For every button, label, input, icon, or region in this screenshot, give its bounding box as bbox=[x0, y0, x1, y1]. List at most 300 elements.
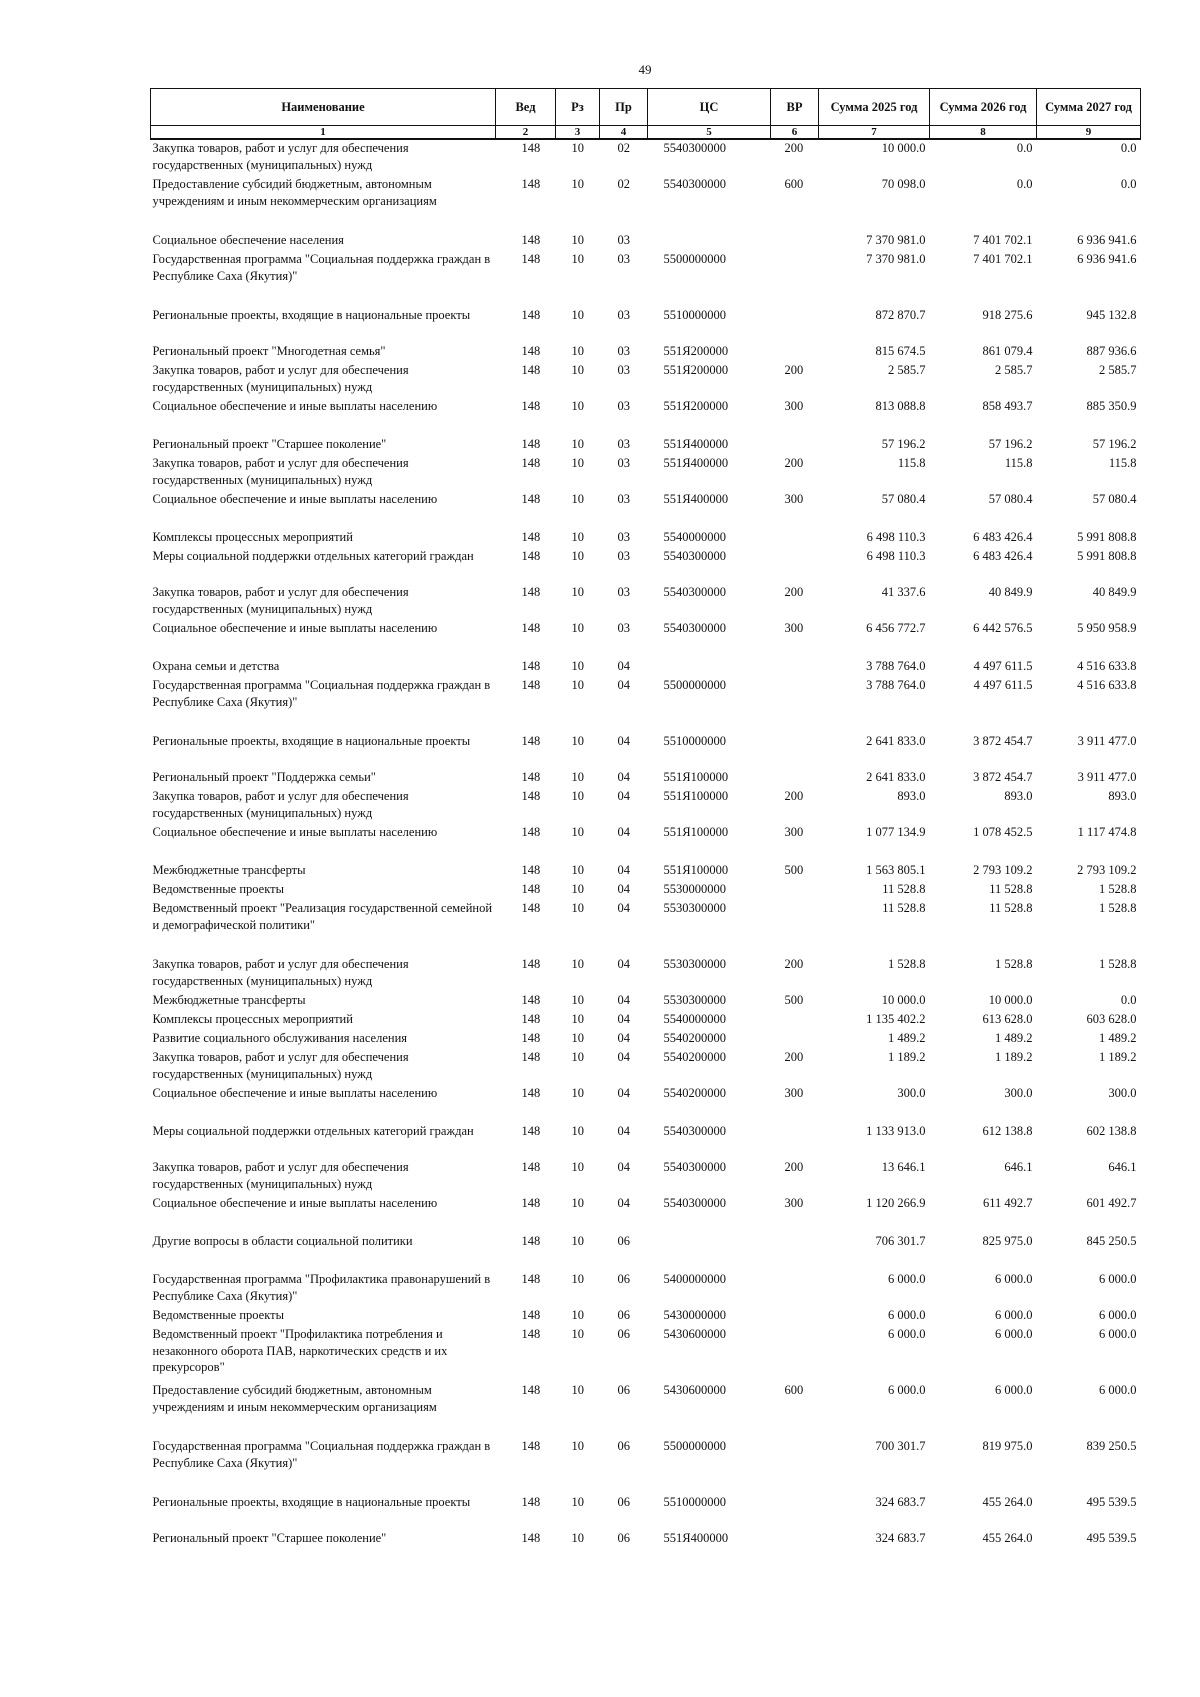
row-vr bbox=[771, 1438, 819, 1494]
row-pr: 02 bbox=[617, 141, 630, 155]
table-row bbox=[151, 398, 1141, 436]
row-sum-2025: 700 301.7 bbox=[875, 1439, 926, 1453]
row-cs: 551Я100000 bbox=[663, 770, 729, 784]
row-rz: 10 bbox=[571, 1531, 584, 1545]
row-sum-2027: 4 516 633.8 bbox=[1077, 659, 1137, 673]
row-pr: 06 bbox=[617, 1308, 630, 1322]
table-row bbox=[151, 824, 1141, 862]
row-pr: 06 bbox=[617, 1327, 630, 1341]
row-cs: 5430000000 bbox=[663, 1308, 726, 1322]
row-pr: 04 bbox=[617, 1086, 630, 1100]
row-vr bbox=[771, 1123, 819, 1159]
row-ved: 148 bbox=[521, 1495, 541, 1509]
column-number: 1 bbox=[151, 126, 496, 140]
row-name: Предоставление субсидий бюджетным, автономным учреждениям и иным некоммерческим организациям bbox=[152, 1383, 437, 1414]
row-pr: 06 bbox=[617, 1234, 630, 1248]
row-rz: 10 bbox=[571, 1234, 584, 1248]
row-sum-2026: 6 000.0 bbox=[995, 1383, 1033, 1397]
row-pr: 06 bbox=[617, 1272, 630, 1286]
row-vr: 200 bbox=[784, 1050, 804, 1064]
row-sum-2027: 602 138.8 bbox=[1086, 1124, 1137, 1138]
row-sum-2027: 945 132.8 bbox=[1086, 308, 1137, 322]
row-rz: 10 bbox=[571, 585, 584, 599]
row-sum-2025: 300.0 bbox=[897, 1086, 926, 1100]
row-pr: 04 bbox=[617, 1124, 630, 1138]
row-ved: 148 bbox=[521, 734, 541, 748]
row-cs: 5510000000 bbox=[663, 1495, 726, 1509]
row-name: Закупка товаров, работ и услуг для обеспечения государственных (муниципальных) нужд bbox=[152, 141, 409, 172]
row-name: Региональные проекты, входящие в национальные проекты bbox=[152, 308, 471, 322]
row-sum-2026: 7 401 702.1 bbox=[973, 252, 1033, 266]
row-pr: 03 bbox=[617, 437, 630, 451]
row-sum-2025: 324 683.7 bbox=[875, 1495, 926, 1509]
row-ved: 148 bbox=[521, 678, 541, 692]
column-number: 3 bbox=[556, 126, 600, 140]
row-pr: 03 bbox=[617, 399, 630, 413]
row-ved: 148 bbox=[521, 901, 541, 915]
row-sum-2026: 2 793 109.2 bbox=[973, 863, 1033, 877]
row-sum-2027: 603 628.0 bbox=[1086, 1012, 1137, 1026]
row-sum-2027: 3 911 477.0 bbox=[1077, 770, 1137, 784]
row-pr: 04 bbox=[617, 734, 630, 748]
row-cs: 5500000000 bbox=[663, 1439, 726, 1453]
row-name: Межбюджетные трансферты bbox=[152, 993, 306, 1007]
row-rz: 10 bbox=[571, 363, 584, 377]
row-sum-2025: 6 456 772.7 bbox=[866, 621, 926, 635]
row-pr: 04 bbox=[617, 957, 630, 971]
row-ved: 148 bbox=[521, 177, 541, 191]
table-row bbox=[151, 620, 1141, 658]
row-sum-2025: 893.0 bbox=[897, 789, 926, 803]
table-row bbox=[151, 733, 1141, 769]
row-vr: 500 bbox=[784, 993, 804, 1007]
row-sum-2026: 6 000.0 bbox=[995, 1272, 1033, 1286]
row-ved: 148 bbox=[521, 399, 541, 413]
row-vr bbox=[771, 733, 819, 769]
column-number: 7 bbox=[819, 126, 930, 140]
row-vr: 600 bbox=[784, 1383, 804, 1397]
row-ved: 148 bbox=[521, 233, 541, 247]
row-sum-2026: 4 497 611.5 bbox=[973, 659, 1033, 673]
row-sum-2027: 115.8 bbox=[1108, 456, 1137, 470]
row-pr: 03 bbox=[617, 363, 630, 377]
row-name: Социальное обеспечение и иные выплаты населению bbox=[152, 825, 438, 839]
row-name: Социальное обеспечение и иные выплаты населению bbox=[152, 1196, 438, 1210]
row-cs: 5540300000 bbox=[663, 1160, 726, 1174]
table-row bbox=[151, 769, 1141, 788]
header-row bbox=[151, 89, 1141, 126]
table-row bbox=[151, 584, 1141, 620]
row-cs: 5500000000 bbox=[663, 678, 726, 692]
row-sum-2027: 885 350.9 bbox=[1086, 399, 1137, 413]
row-sum-2025: 57 080.4 bbox=[881, 492, 926, 506]
row-rz: 10 bbox=[571, 1031, 584, 1045]
row-name: Закупка товаров, работ и услуг для обеспечения государственных (муниципальных) нужд bbox=[152, 363, 409, 394]
row-sum-2027: 2 585.7 bbox=[1099, 363, 1137, 377]
row-sum-2025: 11 528.8 bbox=[882, 882, 926, 896]
row-rz: 10 bbox=[571, 1086, 584, 1100]
row-rz: 10 bbox=[571, 901, 584, 915]
row-ved: 148 bbox=[521, 1439, 541, 1453]
row-name: Региональный проект "Поддержка семьи" bbox=[152, 770, 376, 784]
row-sum-2027: 495 539.5 bbox=[1086, 1495, 1137, 1509]
row-name: Закупка товаров, работ и услуг для обеспечения государственных (муниципальных) нужд bbox=[152, 1050, 409, 1081]
row-sum-2027: 1 489.2 bbox=[1099, 1031, 1137, 1045]
row-sum-2026: 11 528.8 bbox=[989, 882, 1033, 896]
row-cs: 551Я100000 bbox=[663, 825, 729, 839]
row-name: Меры социальной поддержки отдельных категорий граждан bbox=[152, 549, 474, 563]
row-vr: 300 bbox=[784, 399, 804, 413]
row-vr: 200 bbox=[784, 363, 804, 377]
row-name: Региональный проект "Старшее поколение" bbox=[152, 1531, 387, 1545]
row-vr bbox=[771, 1011, 819, 1030]
row-name: Ведомственные проекты bbox=[152, 1308, 285, 1322]
row-ved: 148 bbox=[521, 1531, 541, 1545]
row-rz: 10 bbox=[571, 252, 584, 266]
row-sum-2026: 918 275.6 bbox=[982, 308, 1033, 322]
row-vr: 600 bbox=[784, 177, 804, 191]
row-cs: 5530300000 bbox=[663, 901, 726, 915]
header-sum-2027: Сумма 2027 год bbox=[1037, 89, 1141, 126]
row-sum-2026: 6 000.0 bbox=[995, 1308, 1033, 1322]
row-name: Региональный проект "Многодетная семья" bbox=[152, 344, 386, 358]
row-sum-2025: 3 788 764.0 bbox=[866, 659, 926, 673]
row-cs: 5530000000 bbox=[663, 882, 726, 896]
table-row bbox=[151, 992, 1141, 1011]
row-vr bbox=[771, 548, 819, 584]
row-sum-2027: 3 911 477.0 bbox=[1077, 734, 1137, 748]
row-cs: 551Я100000 bbox=[663, 789, 729, 803]
row-ved: 148 bbox=[521, 252, 541, 266]
row-pr: 06 bbox=[617, 1439, 630, 1453]
row-sum-2025: 1 189.2 bbox=[888, 1050, 926, 1064]
header-pr: Пр bbox=[600, 89, 648, 126]
row-vr: 300 bbox=[784, 1086, 804, 1100]
row-sum-2026: 819 975.0 bbox=[982, 1439, 1033, 1453]
row-sum-2025: 41 337.6 bbox=[881, 585, 926, 599]
row-sum-2026: 612 138.8 bbox=[982, 1124, 1033, 1138]
row-ved: 148 bbox=[521, 141, 541, 155]
row-ved: 148 bbox=[521, 1196, 541, 1210]
row-rz: 10 bbox=[571, 437, 584, 451]
row-cs: 5540300000 bbox=[663, 585, 726, 599]
row-name: Охрана семьи и детства bbox=[152, 659, 280, 673]
row-ved: 148 bbox=[521, 492, 541, 506]
row-pr: 04 bbox=[617, 678, 630, 692]
table-row bbox=[151, 788, 1141, 824]
row-sum-2027: 0.0 bbox=[1120, 141, 1137, 155]
row-pr: 03 bbox=[617, 621, 630, 635]
row-rz: 10 bbox=[571, 530, 584, 544]
row-ved: 148 bbox=[521, 456, 541, 470]
row-sum-2025: 872 870.7 bbox=[875, 308, 926, 322]
table-row bbox=[151, 1382, 1141, 1438]
row-sum-2027: 0.0 bbox=[1120, 177, 1137, 191]
row-ved: 148 bbox=[521, 1031, 541, 1045]
row-vr: 200 bbox=[784, 456, 804, 470]
row-rz: 10 bbox=[571, 621, 584, 635]
header-ved: Вед bbox=[496, 89, 556, 126]
header-vr: ВР bbox=[771, 89, 819, 126]
row-sum-2026: 1 189.2 bbox=[995, 1050, 1033, 1064]
row-rz: 10 bbox=[571, 549, 584, 563]
column-number: 6 bbox=[771, 126, 819, 140]
row-cs: 551Я400000 bbox=[663, 437, 729, 451]
row-sum-2027: 6 000.0 bbox=[1099, 1272, 1137, 1286]
row-ved: 148 bbox=[521, 585, 541, 599]
row-sum-2025: 7 370 981.0 bbox=[866, 252, 926, 266]
row-ved: 148 bbox=[521, 1272, 541, 1286]
row-vr: 300 bbox=[784, 825, 804, 839]
row-rz: 10 bbox=[571, 492, 584, 506]
row-sum-2027: 6 936 941.6 bbox=[1077, 252, 1137, 266]
row-sum-2025: 1 077 134.9 bbox=[866, 825, 926, 839]
row-cs: 551Я100000 bbox=[663, 863, 729, 877]
row-sum-2026: 7 401 702.1 bbox=[973, 233, 1033, 247]
row-vr: 300 bbox=[784, 1196, 804, 1210]
row-ved: 148 bbox=[521, 621, 541, 635]
row-pr: 04 bbox=[617, 993, 630, 1007]
row-name: Комплексы процессных мероприятий bbox=[152, 530, 353, 544]
row-sum-2027: 1 528.8 bbox=[1099, 957, 1137, 971]
row-pr: 04 bbox=[617, 789, 630, 803]
row-cs: 5540200000 bbox=[663, 1050, 726, 1064]
table-row bbox=[151, 1159, 1141, 1195]
row-pr: 04 bbox=[617, 1196, 630, 1210]
table-row bbox=[151, 343, 1141, 362]
row-pr: 04 bbox=[617, 659, 630, 673]
row-name: Региональные проекты, входящие в национальные проекты bbox=[152, 1495, 471, 1509]
table-row bbox=[151, 1494, 1141, 1530]
row-vr: 200 bbox=[784, 1160, 804, 1174]
row-sum-2027: 40 849.9 bbox=[1092, 585, 1137, 599]
header-sum-2025: Сумма 2025 год bbox=[819, 89, 930, 126]
row-cs: 5540300000 bbox=[663, 141, 726, 155]
row-rz: 10 bbox=[571, 308, 584, 322]
row-rz: 10 bbox=[571, 993, 584, 1007]
row-cs bbox=[648, 658, 771, 677]
row-ved: 148 bbox=[521, 863, 541, 877]
column-number: 4 bbox=[600, 126, 648, 140]
row-ved: 148 bbox=[521, 1308, 541, 1322]
row-sum-2026: 455 264.0 bbox=[982, 1531, 1033, 1545]
row-rz: 10 bbox=[571, 456, 584, 470]
row-name: Ведомственный проект "Профилактика потребления и незаконного оборота ПАВ, наркотических средств и их прекурсоров" bbox=[152, 1327, 448, 1374]
row-sum-2027: 0.0 bbox=[1120, 993, 1137, 1007]
row-ved: 148 bbox=[521, 882, 541, 896]
row-sum-2025: 70 098.0 bbox=[881, 177, 926, 191]
row-sum-2027: 6 000.0 bbox=[1099, 1383, 1137, 1397]
row-vr bbox=[771, 232, 819, 251]
budget-table-container bbox=[150, 88, 1140, 1549]
table-row bbox=[151, 1085, 1141, 1123]
row-sum-2026: 6 442 576.5 bbox=[973, 621, 1033, 635]
row-sum-2025: 6 000.0 bbox=[888, 1308, 926, 1322]
row-sum-2026: 2 585.7 bbox=[995, 363, 1033, 377]
row-ved: 148 bbox=[521, 549, 541, 563]
table-row bbox=[151, 862, 1141, 881]
row-name: Предоставление субсидий бюджетным, автономным учреждениям и иным некоммерческим организациям bbox=[152, 177, 437, 208]
table-body bbox=[151, 139, 1141, 1549]
row-cs: 5500000000 bbox=[663, 252, 726, 266]
row-sum-2025: 115.8 bbox=[897, 456, 926, 470]
row-rz: 10 bbox=[571, 1383, 584, 1397]
row-sum-2025: 57 196.2 bbox=[881, 437, 926, 451]
table-row bbox=[151, 548, 1141, 584]
row-pr: 04 bbox=[617, 1160, 630, 1174]
budget-table bbox=[150, 88, 1141, 1549]
table-row bbox=[151, 1271, 1141, 1307]
row-vr bbox=[771, 307, 819, 343]
row-sum-2025: 1 133 913.0 bbox=[866, 1124, 926, 1138]
row-sum-2026: 825 975.0 bbox=[982, 1234, 1033, 1248]
row-rz: 10 bbox=[571, 1327, 584, 1341]
row-sum-2026: 4 497 611.5 bbox=[973, 678, 1033, 692]
row-name: Развитие социального обслуживания населения bbox=[152, 1031, 408, 1045]
row-sum-2026: 858 493.7 bbox=[982, 399, 1033, 413]
row-ved: 148 bbox=[521, 363, 541, 377]
row-rz: 10 bbox=[571, 1308, 584, 1322]
row-sum-2027: 57 196.2 bbox=[1092, 437, 1137, 451]
row-ved: 148 bbox=[521, 770, 541, 784]
row-rz: 10 bbox=[571, 1012, 584, 1026]
row-ved: 148 bbox=[521, 789, 541, 803]
row-sum-2026: 57 196.2 bbox=[988, 437, 1033, 451]
row-vr: 500 bbox=[784, 863, 804, 877]
row-ved: 148 bbox=[521, 1086, 541, 1100]
row-vr bbox=[771, 658, 819, 677]
table-row bbox=[151, 455, 1141, 491]
row-pr: 04 bbox=[617, 825, 630, 839]
row-name: Ведомственные проекты bbox=[152, 882, 285, 896]
table-row bbox=[151, 658, 1141, 677]
row-ved: 148 bbox=[521, 1124, 541, 1138]
row-name: Государственная программа "Профилактика правонарушений в Республике Саха (Якутия)" bbox=[152, 1272, 491, 1303]
row-rz: 10 bbox=[571, 1050, 584, 1064]
row-cs: 5540200000 bbox=[663, 1086, 726, 1100]
table-row bbox=[151, 1123, 1141, 1159]
row-vr bbox=[771, 1530, 819, 1549]
row-rz: 10 bbox=[571, 789, 584, 803]
row-sum-2026: 57 080.4 bbox=[988, 492, 1033, 506]
row-cs bbox=[648, 1233, 771, 1271]
header-cs: ЦС bbox=[648, 89, 771, 126]
row-ved: 148 bbox=[521, 1383, 541, 1397]
row-cs: 5400000000 bbox=[663, 1272, 726, 1286]
row-sum-2026: 1 528.8 bbox=[995, 957, 1033, 971]
row-ved: 148 bbox=[521, 437, 541, 451]
row-sum-2027: 2 793 109.2 bbox=[1077, 863, 1137, 877]
row-sum-2025: 6 000.0 bbox=[888, 1272, 926, 1286]
row-rz: 10 bbox=[571, 863, 584, 877]
row-sum-2026: 611 492.7 bbox=[982, 1196, 1033, 1210]
table-row bbox=[151, 176, 1141, 232]
row-sum-2027: 1 117 474.8 bbox=[1077, 825, 1137, 839]
row-cs: 5510000000 bbox=[663, 308, 726, 322]
row-pr: 03 bbox=[617, 585, 630, 599]
row-rz: 10 bbox=[571, 734, 584, 748]
row-name: Межбюджетные трансферты bbox=[152, 863, 306, 877]
row-vr bbox=[771, 1271, 819, 1307]
row-rz: 10 bbox=[571, 678, 584, 692]
row-sum-2027: 893.0 bbox=[1108, 789, 1137, 803]
row-cs: 5430600000 bbox=[663, 1327, 726, 1341]
row-cs: 5540300000 bbox=[663, 1124, 726, 1138]
row-rz: 10 bbox=[571, 141, 584, 155]
row-sum-2026: 1 489.2 bbox=[995, 1031, 1033, 1045]
row-vr: 200 bbox=[784, 957, 804, 971]
row-ved: 148 bbox=[521, 1012, 541, 1026]
row-sum-2025: 815 674.5 bbox=[875, 344, 926, 358]
row-sum-2026: 893.0 bbox=[1004, 789, 1033, 803]
row-vr bbox=[771, 251, 819, 307]
table-row bbox=[151, 956, 1141, 992]
row-sum-2027: 5 991 808.8 bbox=[1077, 530, 1137, 544]
row-ved: 148 bbox=[521, 344, 541, 358]
row-rz: 10 bbox=[571, 233, 584, 247]
row-rz: 10 bbox=[571, 177, 584, 191]
table-row bbox=[151, 436, 1141, 455]
row-name: Закупка товаров, работ и услуг для обеспечения государственных (муниципальных) нужд bbox=[152, 789, 409, 820]
row-rz: 10 bbox=[571, 1495, 584, 1509]
column-number: 8 bbox=[930, 126, 1037, 140]
row-name: Социальное обеспечение населения bbox=[152, 233, 344, 247]
row-sum-2027: 1 528.8 bbox=[1099, 882, 1137, 896]
row-name: Другие вопросы в области социальной политики bbox=[152, 1234, 413, 1248]
row-cs: 551Я200000 bbox=[663, 344, 729, 358]
row-sum-2025: 13 646.1 bbox=[881, 1160, 926, 1174]
row-ved: 148 bbox=[521, 308, 541, 322]
row-rz: 10 bbox=[571, 882, 584, 896]
row-rz: 10 bbox=[571, 770, 584, 784]
row-ved: 148 bbox=[521, 1050, 541, 1064]
row-cs: 5510000000 bbox=[663, 734, 726, 748]
row-cs: 5540000000 bbox=[663, 1012, 726, 1026]
row-pr: 06 bbox=[617, 1531, 630, 1545]
row-pr: 03 bbox=[617, 492, 630, 506]
row-vr bbox=[771, 1494, 819, 1530]
row-pr: 06 bbox=[617, 1495, 630, 1509]
table-header bbox=[151, 89, 1141, 140]
row-vr: 200 bbox=[784, 141, 804, 155]
row-name: Региональные проекты, входящие в национальные проекты bbox=[152, 734, 471, 748]
row-ved: 148 bbox=[521, 1234, 541, 1248]
table-row bbox=[151, 1438, 1141, 1494]
row-ved: 148 bbox=[521, 1160, 541, 1174]
row-name: Закупка товаров, работ и услуг для обеспечения государственных (муниципальных) нужд bbox=[152, 1160, 409, 1191]
row-sum-2025: 6 498 110.3 bbox=[866, 549, 926, 563]
row-name: Закупка товаров, работ и услуг для обеспечения государственных (муниципальных) нужд bbox=[152, 957, 409, 988]
header-name: Наименование bbox=[151, 89, 496, 126]
row-cs: 5540300000 bbox=[663, 177, 726, 191]
row-sum-2026: 11 528.8 bbox=[989, 901, 1033, 915]
row-sum-2025: 2 641 833.0 bbox=[866, 770, 926, 784]
row-sum-2026: 115.8 bbox=[1004, 456, 1033, 470]
row-sum-2025: 2 585.7 bbox=[888, 363, 926, 377]
header-rz: Рз bbox=[556, 89, 600, 126]
row-vr bbox=[771, 677, 819, 733]
row-cs bbox=[648, 232, 771, 251]
row-ved: 148 bbox=[521, 993, 541, 1007]
table-row bbox=[151, 881, 1141, 900]
row-sum-2027: 5 950 958.9 bbox=[1077, 621, 1137, 635]
column-number-row bbox=[151, 126, 1141, 140]
table-row bbox=[151, 1030, 1141, 1049]
row-rz: 10 bbox=[571, 1196, 584, 1210]
row-sum-2027: 839 250.5 bbox=[1086, 1439, 1137, 1453]
row-name: Государственная программа "Социальная поддержка граждан в Республике Саха (Якутия)" bbox=[152, 678, 491, 709]
row-sum-2026: 6 483 426.4 bbox=[973, 530, 1033, 544]
